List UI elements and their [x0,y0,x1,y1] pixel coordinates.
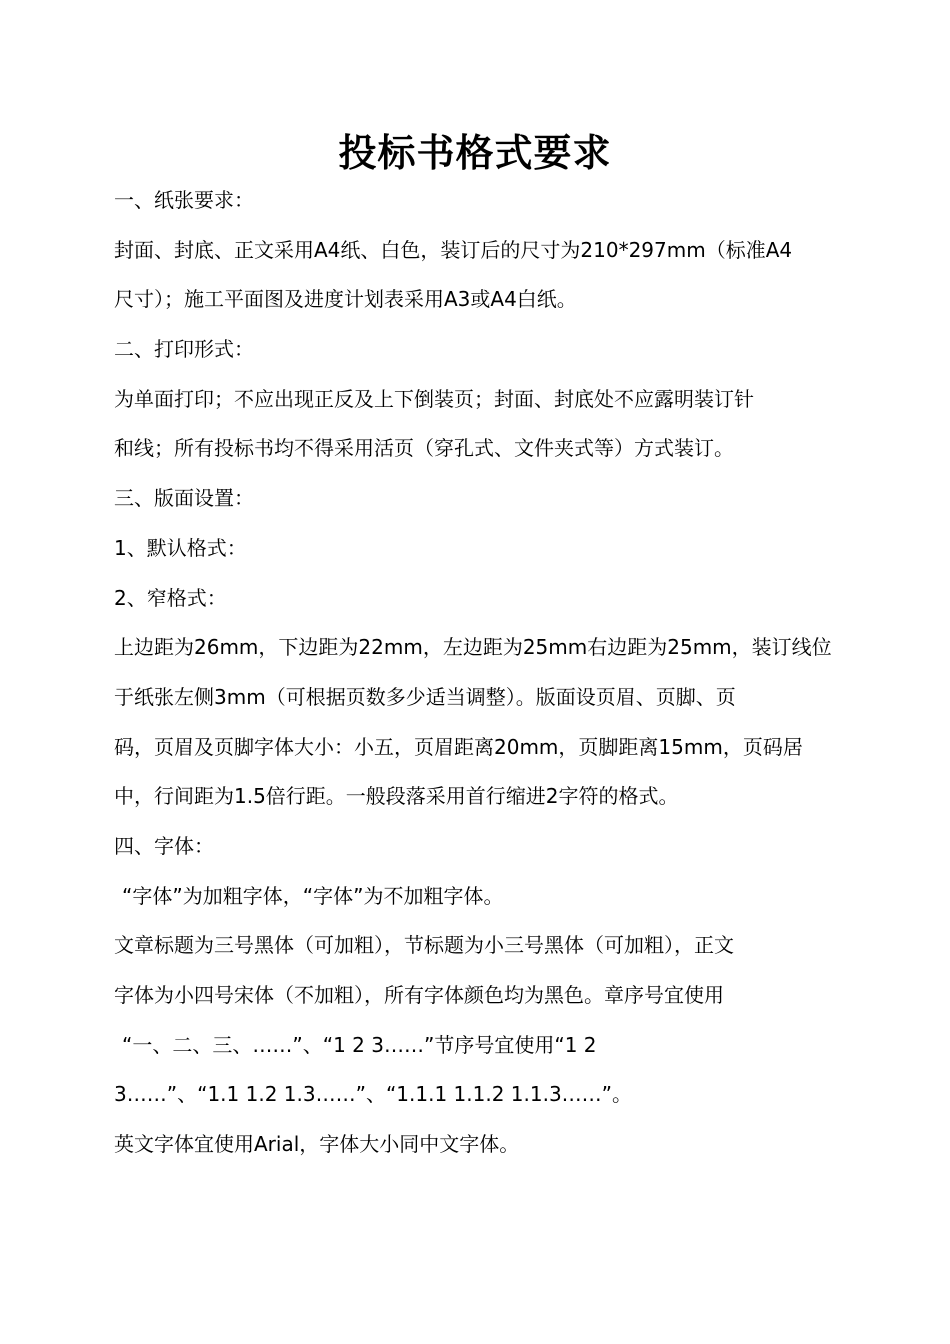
body-line: 字体为小四号宋体（不加粗），所有字体颜色均为黑色。章序号宜使用 [114,983,724,1007]
body-line: 中，行间距为1.5倍行距。一般段落采用首行缩进2字符的格式。 [114,784,679,809]
body-line: 于纸张左侧3mm（可根据页数多少适当调整）。版面设页眉、页脚、页 [114,684,736,709]
subsection-heading-default: 1、默认格式： [114,535,247,560]
body-line: 和线；所有投标书均不得采用活页（穿孔式、文件夹式等）方式装订。 [114,436,734,461]
document-title: 投标书格式要求 [338,131,612,175]
body-line: 封面、封底、正文采用A4纸、白色，装订后的尺寸为210*297mm（标准A4 [114,237,793,262]
section-heading-printing: 二、打印形式： [114,337,254,362]
body-line: 码，页眉及页脚字体大小：小五，页眉距离20mm，页脚距离15mm，页码居 [114,734,803,759]
section-heading-layout: 三、版面设置： [114,486,254,511]
body-line: 为单面打印；不应出现正反及上下倒装页；封面、封底处不应露明装订针 [114,386,754,411]
body-line: 3……”、“1.1 1.2 1.3……”、“1.1.1 1.1.2 1.1.3……”。 [114,1082,633,1107]
section-heading-fonts: 四、字体： [114,833,214,858]
body-line: 文章标题为三号黑体（可加粗），节标题为小三号黑体（可加粗），正文 [114,933,734,958]
body-line: 英文字体宜使用Arial，字体大小同中文字体。 [114,1132,520,1157]
body-line: “字体”为加粗字体，“字体”为不加粗字体。 [122,883,504,908]
body-line: 尺寸）；施工平面图及进度计划表采用A3或A4白纸。 [114,287,577,312]
body-line: 上边距为26mm，下边距为22mm，左边距为25mm右边距为25mm，装订线位 [114,635,832,660]
subsection-heading-narrow: 2、窄格式： [114,585,227,610]
document-body [114,176,844,1170]
section-heading-paper: 一、纸张要求： [114,188,254,212]
body-line: “一、二、三、……”、“1 2 3……”节序号宜使用“1 2 [122,1032,597,1057]
